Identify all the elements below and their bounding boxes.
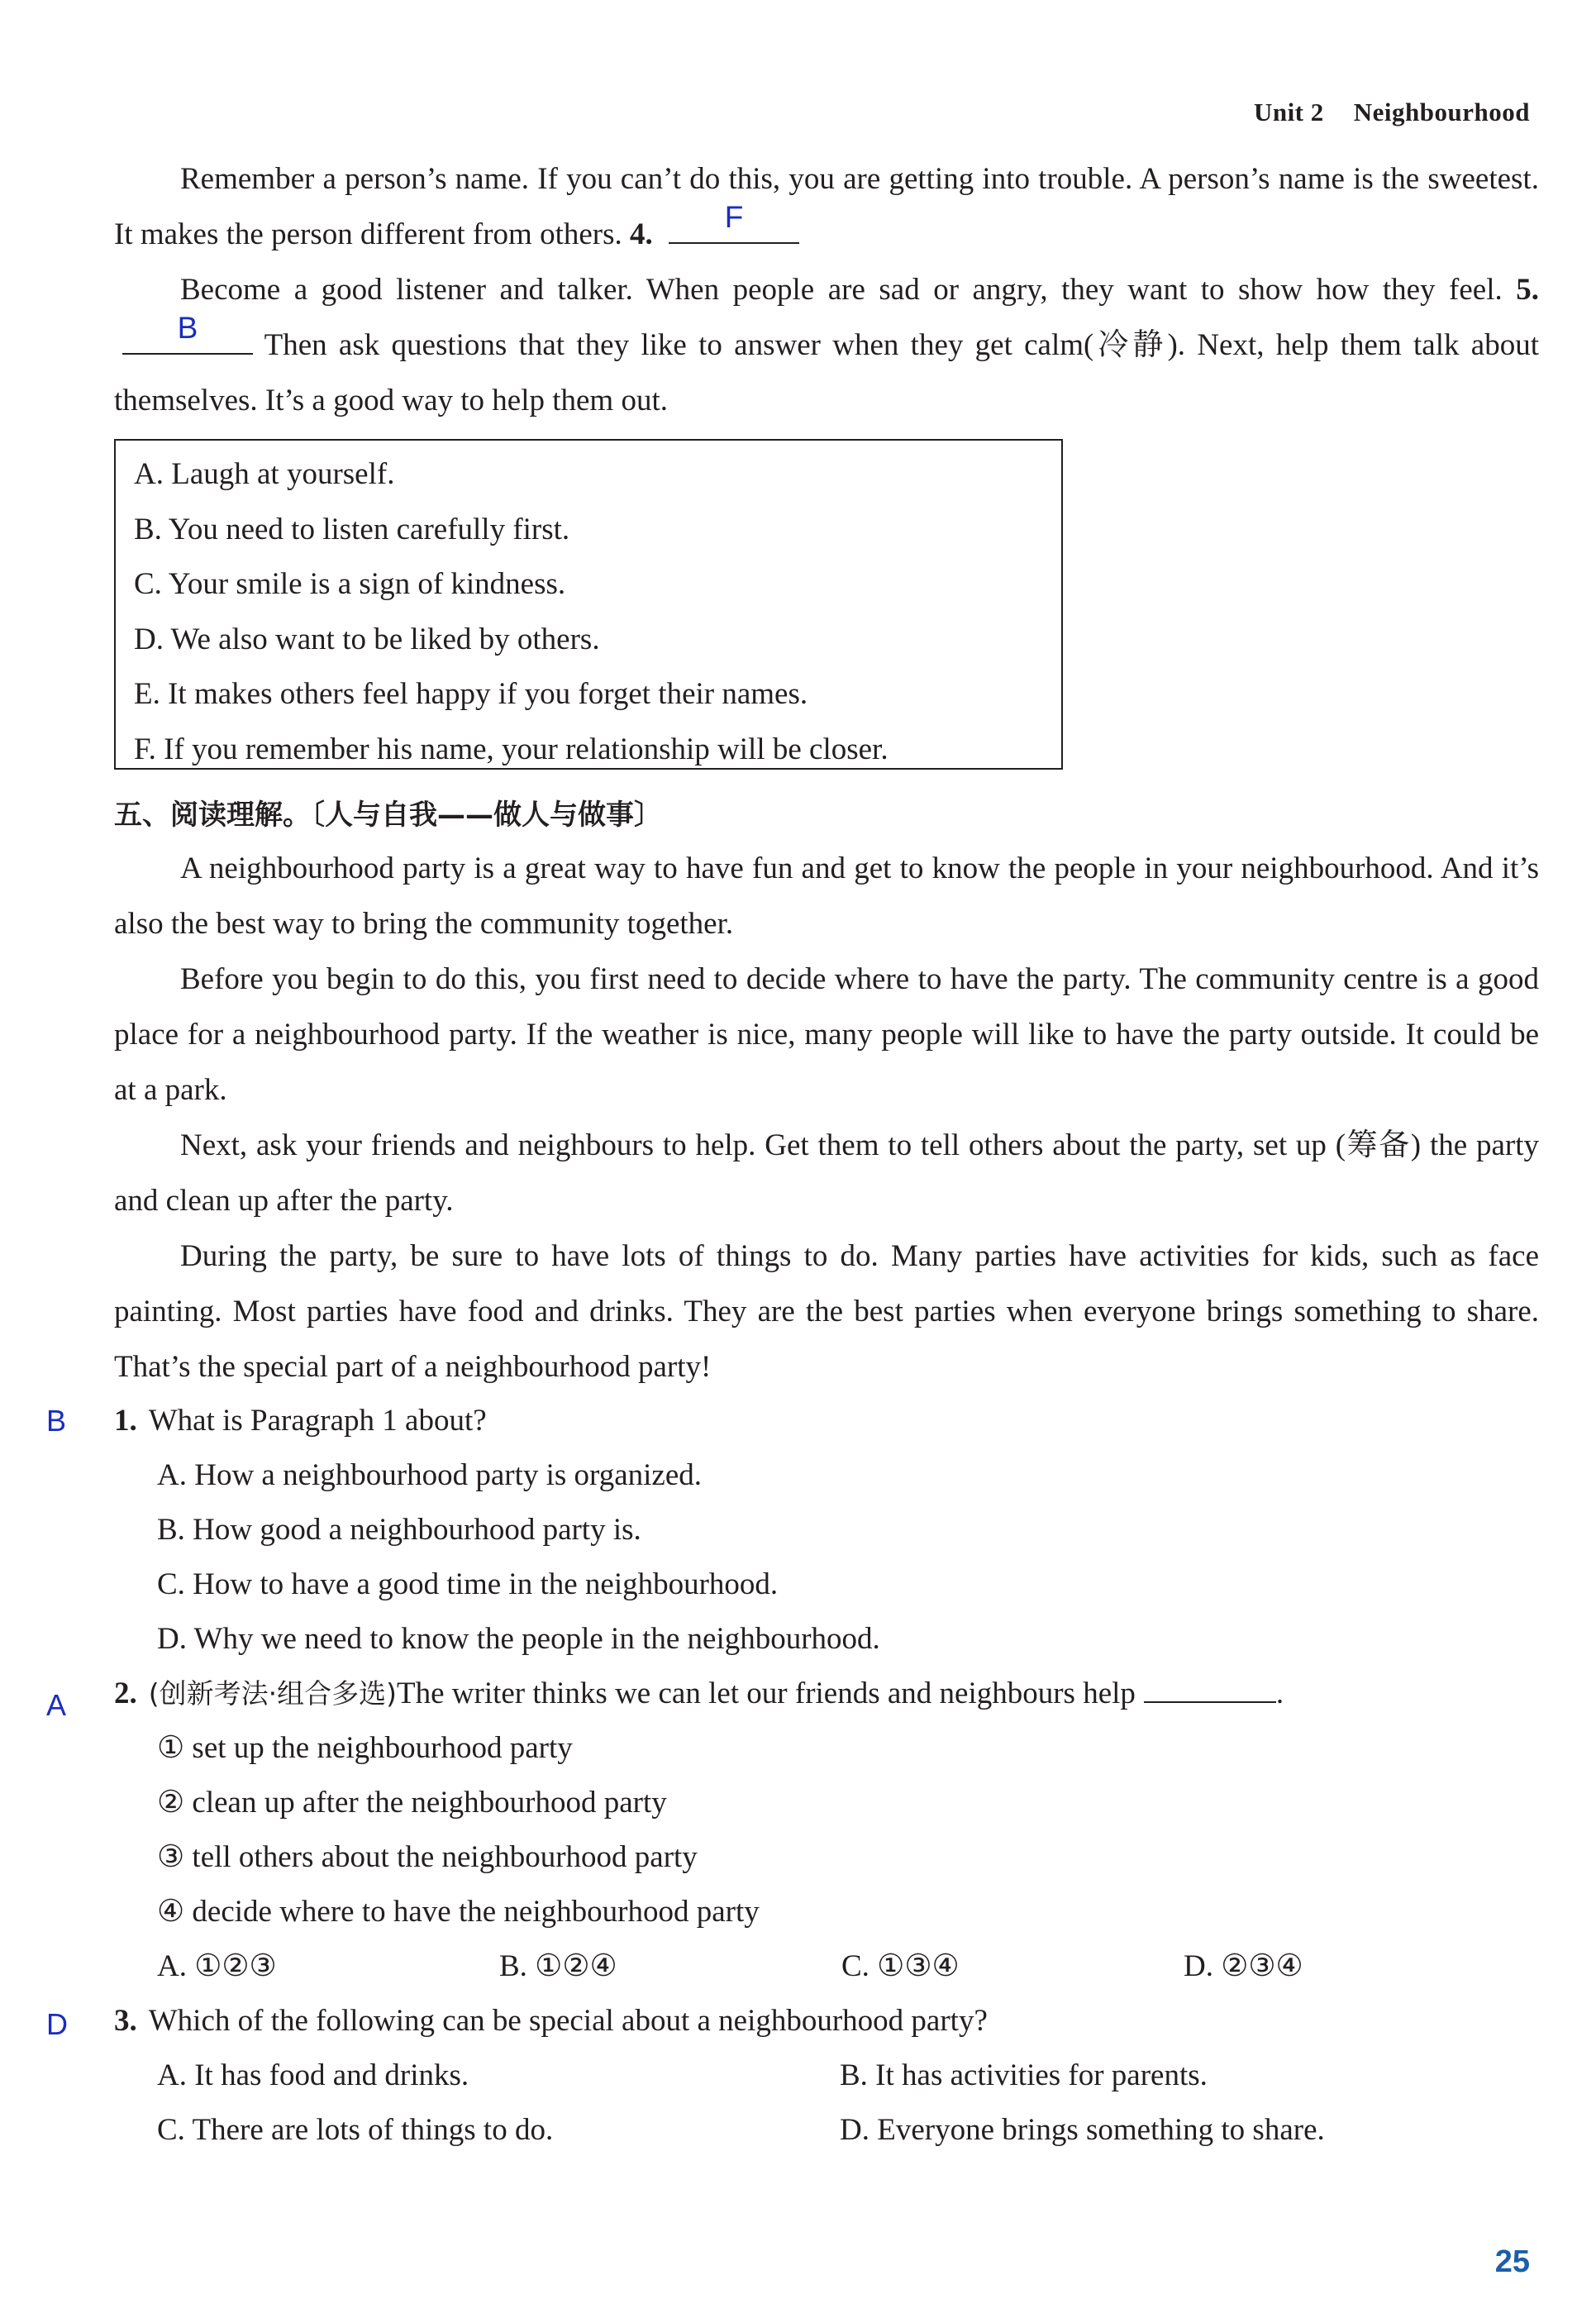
question-2-choice-b[interactable]: B. ①②④ bbox=[499, 1949, 617, 1983]
reading-paragraph-1 bbox=[114, 841, 1539, 952]
question-text: Which of the following can be special about a neighbourhood party? bbox=[148, 2004, 988, 2038]
question-text: The writer thinks we can let our friends and neighbours help bbox=[397, 1677, 1136, 1710]
blank-number: 5. bbox=[1516, 273, 1539, 307]
question-3-choice-b[interactable]: B. It has activities for parents. bbox=[840, 2058, 1208, 2092]
question-2-statement-4: ④ decide where to have the neighbourhood party bbox=[157, 1895, 760, 1929]
option-item: E. It makes others feel happy if you forget their names. bbox=[134, 677, 808, 711]
handwritten-answer: F bbox=[724, 200, 744, 234]
question-number: 3. bbox=[114, 2004, 137, 2038]
answer-blank[interactable] bbox=[669, 200, 799, 244]
option-item: A. Laugh at yourself. bbox=[134, 457, 395, 491]
question-1 bbox=[114, 1394, 487, 1448]
question-3-choice-c[interactable]: C. There are lots of things to do. bbox=[157, 2113, 554, 2147]
question-2-statement-2: ② clean up after the neighbourhood party bbox=[157, 1786, 667, 1820]
question-2-choice-c[interactable]: C. ①③④ bbox=[841, 1949, 960, 1983]
reading-paragraph-2 bbox=[114, 952, 1539, 1118]
option-item: C. Your smile is a sign of kindness. bbox=[134, 567, 566, 601]
question-3-answer: D bbox=[46, 2007, 68, 2041]
question-2-choice-d[interactable]: D. ②③④ bbox=[1184, 1949, 1303, 1983]
question-number: 1. bbox=[114, 1404, 137, 1438]
question-end: . bbox=[1275, 1677, 1284, 1710]
question-2-statement-3: ③ tell others about the neighbourhood party bbox=[157, 1840, 698, 1874]
question-1-choice-c[interactable]: C. How to have a good time in the neighbourhood. bbox=[157, 1567, 779, 1601]
page-header bbox=[1254, 98, 1530, 127]
question-3 bbox=[114, 1994, 988, 2049]
question-2 bbox=[114, 1667, 1284, 1721]
unit-label: Unit 2 bbox=[1253, 98, 1324, 126]
passage-text: Remember a person’s name. If you can’t do this, you are getting into trouble. A person’s name is the sweetest. It makes the person different from others. bbox=[114, 162, 1539, 251]
passage-paragraph-listener bbox=[114, 262, 1539, 428]
question-2-answer: A bbox=[46, 1688, 67, 1722]
question-2-choice-a[interactable]: A. ①②③ bbox=[157, 1949, 277, 1983]
question-text: What is Paragraph 1 about? bbox=[148, 1404, 487, 1438]
handwritten-answer: B bbox=[177, 311, 198, 345]
reading-paragraph-3 bbox=[114, 1118, 1539, 1228]
passage-text: Become a good listener and talker. When people are sad or angry, they want to show how they feel. bbox=[180, 273, 1503, 307]
question-3-choice-d[interactable]: D. Everyone brings something to share. bbox=[840, 2113, 1325, 2147]
option-item: D. We also want to be liked by others. bbox=[134, 622, 600, 656]
answer-blank[interactable] bbox=[122, 311, 253, 355]
question-1-choice-d[interactable]: D. Why we need to know the people in the neighbourhood. bbox=[157, 1622, 880, 1656]
blank-number: 4. bbox=[630, 217, 653, 251]
question-tag: (创新考法·组合多选) bbox=[148, 1677, 397, 1710]
question-1-answer: B bbox=[46, 1404, 67, 1438]
reading-text: During the party, be sure to have lots of things to do. Many parties have activities for kids, such as face painting. Most parties have food and drinks. They are the best parties when everyone brings something to share. That’s the special part of a neighbourhood party! bbox=[114, 1239, 1539, 1384]
reading-paragraph-4 bbox=[114, 1228, 1539, 1395]
answer-blank[interactable] bbox=[1144, 1677, 1276, 1703]
question-1-choice-b[interactable]: B. How good a neighbourhood party is. bbox=[157, 1513, 641, 1547]
option-item: B. You need to listen carefully first. bbox=[134, 512, 570, 546]
section-title: 五、阅读理解。〔人与自我——做人与做事〕 bbox=[114, 799, 662, 832]
unit-title: Neighbourhood bbox=[1353, 98, 1530, 126]
sentence-options-box bbox=[114, 439, 1063, 770]
reading-text: Next, ask your friends and neighbours to help. Get them to tell others about the party, set up (筹备) the party and clean up after the party. bbox=[114, 1128, 1539, 1218]
option-item: F. If you remember his name, your relationship will be closer. bbox=[134, 732, 889, 766]
question-number: 2. bbox=[114, 1677, 137, 1710]
passage-paragraph-names bbox=[114, 151, 1539, 262]
question-3-choice-a[interactable]: A. It has food and drinks. bbox=[157, 2058, 469, 2092]
question-2-statement-1: ① set up the neighbourhood party bbox=[157, 1731, 573, 1765]
passage-text: Then ask questions that they like to answer when they get calm(冷静). Next, help them talk about themselves. It’s a good way to help them out. bbox=[114, 328, 1539, 417]
question-1-choice-a[interactable]: A. How a neighbourhood party is organized. bbox=[157, 1458, 703, 1492]
reading-text: Before you begin to do this, you first need to decide where to have the party. The community centre is a good place for a neighbourhood party. If the weather is nice, many people will like to have the party outside. It could be at a park. bbox=[114, 962, 1539, 1107]
page-number: 25 bbox=[1494, 2244, 1530, 2279]
reading-text: A neighbourhood party is a great way to have fun and get to know the people in your neighbourhood. And it’s also the best way to bring the community together. bbox=[114, 851, 1539, 941]
